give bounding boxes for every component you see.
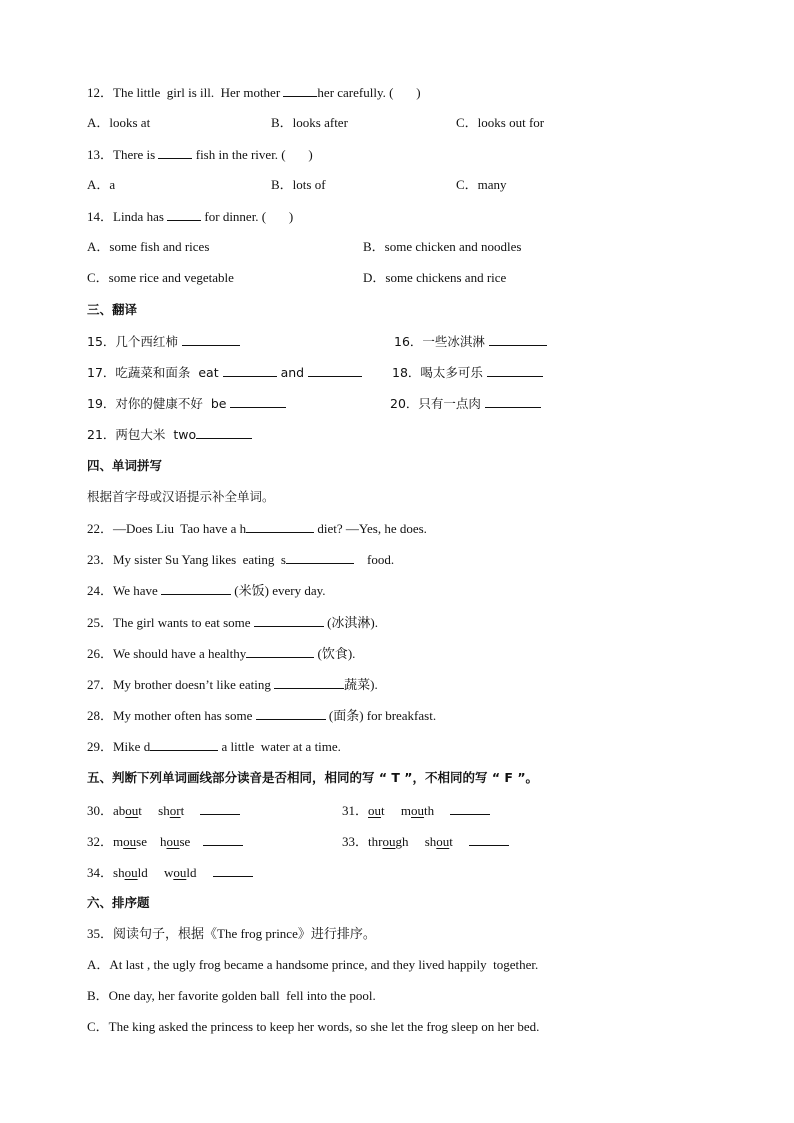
item-text: (饮食). [314,646,356,661]
q14-option-c[interactable]: C．some rice and vegetable [87,270,234,285]
spelling-25 [87,614,378,631]
answer-blank[interactable] [489,333,547,346]
translation-21 [87,426,252,443]
question-35: 35．阅读句子，根据《The frog prince》进行排序。 [87,926,376,941]
item-text: 喝太多可乐 [420,365,487,380]
item-number: 30． [87,803,114,818]
answer-blank[interactable] [200,802,240,815]
word-2: house [159,834,191,849]
q13-option-a[interactable]: A．a [87,177,116,192]
q14-stem-b: for dinner. ( ) [201,209,294,224]
item-text: 29．Mike d [87,739,151,754]
section-4-instruction: 根据首字母或汉语提示补全单词。 [87,489,275,504]
answer-blank[interactable] [196,426,252,439]
word-2: mouth [400,803,435,818]
item-text: 对你的健康不好 be [115,396,231,411]
q14-option-d[interactable]: D．some chickens and rice [363,270,507,285]
translation-16 [394,333,547,350]
item-number: 21． [87,427,116,442]
answer-blank[interactable] [450,802,490,815]
item-text: 26．We should have a healthy [87,646,247,661]
answer-blank[interactable] [213,864,253,877]
translation-17 [87,364,362,381]
item-conjunction: and [276,365,309,380]
answer-blank[interactable] [487,364,543,377]
word-1: should [113,865,148,880]
item-text: (面条) for breakfast. [325,708,437,723]
answer-blank[interactable] [274,676,344,689]
translation-15 [87,333,240,350]
ordering-option-c: C．The king asked the princess to keep her words, so she let the frog sleep on her bed. [87,1019,540,1034]
word-1: about [113,803,142,818]
answer-blank[interactable] [254,614,324,627]
item-text: 两包大米 two [115,427,197,442]
item-text: food. [353,552,395,567]
item-text: 一些冰淇淋 [422,334,489,349]
answer-blank[interactable] [150,738,218,751]
answer-blank[interactable] [161,582,231,595]
answer-blank[interactable] [246,645,314,658]
translation-19 [87,395,286,412]
q14-blank[interactable] [167,208,201,221]
item-text: 蔬菜). [344,677,378,692]
item-text: 27．My brother doesn’t like eating [87,677,275,692]
item-text: (冰淇淋). [323,615,378,630]
answer-blank[interactable] [182,333,240,346]
phonics-31 [342,802,490,819]
section-5-heading: 五、判断下列单词画线部分读音是否相同，相同的写 “ T ”，不相同的写 “ F ”。 [87,770,539,785]
phonics-34 [87,864,253,881]
spelling-26 [87,645,355,662]
q12-stem-a: 12．The little girl is ill. Her mother [87,85,284,100]
section-4-heading: 四、单词拼写 [87,458,163,473]
ordering-option-a: A．At last , the ugly frog became a handsome prince, and they lived happily together. [87,957,539,972]
item-text: 吃蔬菜和面条 eat [115,365,223,380]
item-number: 18． [392,365,421,380]
spelling-22 [87,520,427,537]
word-1: mouse [113,834,147,849]
q12-blank[interactable] [283,84,317,97]
item-text: diet? —Yes, he does. [314,521,427,536]
phonics-33 [342,833,509,850]
item-number: 19． [87,396,116,411]
question-12 [87,84,421,101]
phonics-32 [87,833,243,850]
word-2: would [163,865,197,880]
answer-blank[interactable] [308,364,362,377]
translation-18 [392,364,543,381]
q13-stem-b: fish in the river. ( ) [192,147,313,162]
q12-stem-b: her carefully. ( ) [317,85,421,100]
q14-stem-a: 14．Linda has [87,209,168,224]
spelling-23 [87,551,394,568]
item-text: 只有一点肉 [418,396,485,411]
item-number: 17． [87,365,116,380]
q13-option-c[interactable]: C．many [456,177,507,192]
q12-option-b[interactable]: B．looks after [271,115,348,130]
q12-option-a[interactable]: A．looks at [87,115,151,130]
item-text: 几个西红柿 [115,334,182,349]
spelling-28 [87,707,436,724]
word-2: short [158,803,185,818]
item-text: (米饭) every day. [231,583,326,598]
answer-blank[interactable] [469,833,509,846]
item-number: 31． [342,803,369,818]
item-text: 22．—Does Liu Tao have a h [87,521,247,536]
q14-option-a[interactable]: A．some fish and rices [87,239,210,254]
item-number: 32． [87,834,114,849]
answer-blank[interactable] [246,520,314,533]
item-text: a little water at a time. [218,739,341,754]
spelling-27 [87,676,378,693]
answer-blank[interactable] [256,707,326,720]
q14-option-b[interactable]: B．some chicken and noodles [363,239,522,254]
q13-option-b[interactable]: B．lots of [271,177,326,192]
answer-blank[interactable] [485,395,541,408]
q13-blank[interactable] [158,146,192,159]
word-1: through [368,834,409,849]
answer-blank[interactable] [230,395,286,408]
section-3-heading: 三、翻译 [87,302,138,317]
item-number: 33． [342,834,369,849]
ordering-option-b: B．One day, her favorite golden ball fell into the pool. [87,988,376,1003]
item-text: 24．We have [87,583,162,598]
spelling-29 [87,738,341,755]
item-number: 16． [394,334,423,349]
q13-stem-a: 13．There is [87,147,159,162]
q12-option-c[interactable]: C．looks out for [456,115,545,130]
item-text: 28．My mother often has some [87,708,256,723]
translation-20 [390,395,541,412]
question-13 [87,146,313,163]
item-text: 23．My sister Su Yang likes eating s [87,552,286,567]
word-1: out [368,803,385,818]
item-number: 34． [87,865,114,880]
word-2: shout [424,834,453,849]
phonics-30 [87,802,240,819]
answer-blank[interactable] [223,364,277,377]
item-number: 15． [87,334,116,349]
question-14 [87,208,293,225]
answer-blank[interactable] [203,833,243,846]
section-6-heading: 六、排序题 [87,895,150,910]
item-number: 20． [390,396,419,411]
item-text: 25．The girl wants to eat some [87,615,254,630]
spelling-24 [87,582,326,599]
answer-blank[interactable] [286,551,354,564]
